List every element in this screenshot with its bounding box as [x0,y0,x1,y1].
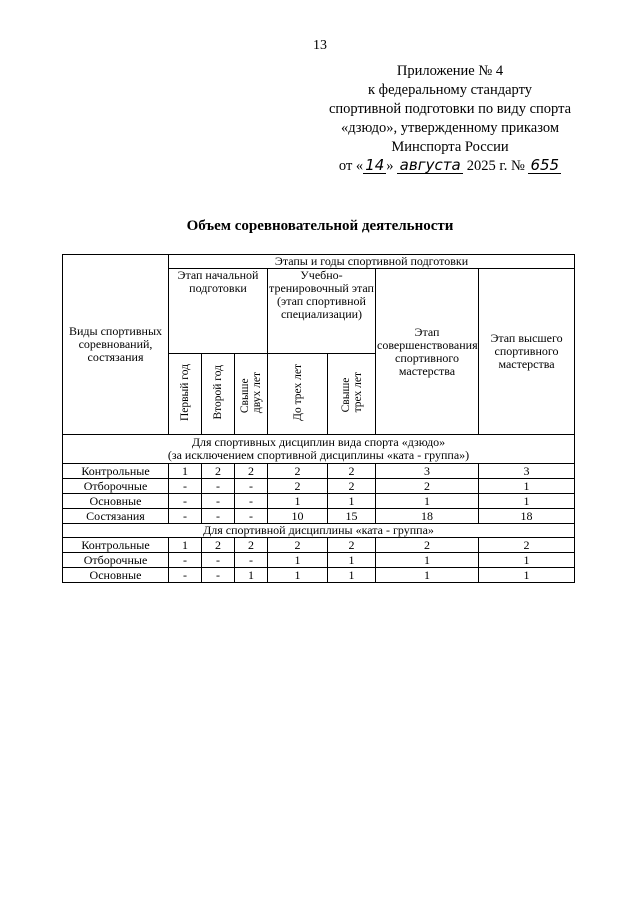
date-prefix: от « [338,158,364,174]
table-cell: 1 [479,553,575,568]
table-cell: 1 [268,568,328,583]
order-date-line [300,157,600,176]
table-cell: 1 [479,479,575,494]
table-cell: 1 [268,553,328,568]
table-cell: - [202,509,235,524]
table-row [63,509,575,524]
header-stage-training: Учебно-тренировочный этап (этап спортивной специализации) [268,269,376,354]
row-label: Состязания [63,509,169,524]
table-cell: - [169,553,202,568]
table-cell: - [235,479,268,494]
table-cell: 1 [235,568,268,583]
table-cell: - [235,494,268,509]
row-label: Контрольные [63,464,169,479]
table-cell: 1 [328,494,376,509]
subheader-over-three-years: Свыше трех лет [328,354,376,435]
page-number: 13 [313,38,327,53]
table-cell: 2 [268,538,328,553]
table-cell: 1 [169,464,202,479]
table-cell: 2 [202,464,235,479]
subheader-over-two-years: Свыше двух лет [235,354,268,435]
table-cell: 2 [235,538,268,553]
header-competition-types: Виды спортивных соревнований, состязания [63,255,169,435]
row-label: Контрольные [63,538,169,553]
table-cell: 15 [328,509,376,524]
table-cell: - [202,494,235,509]
section2-title: Для спортивной дисциплины «ката - группа» [63,524,575,538]
competition-volume-table [62,254,575,583]
table-cell: - [169,494,202,509]
table-cell: 2 [268,479,328,494]
header-stage-highest: Этап высшего спортивного мастерства [479,269,575,435]
table-cell: - [202,553,235,568]
subheader-second-year: Второй год [202,354,235,435]
header-stage-improvement: Этап совершенствования спортивного мастерства [376,269,479,435]
row-label: Отборочные [63,553,169,568]
table-cell: 2 [328,538,376,553]
table-cell: 1 [376,568,479,583]
section1-title-line: Для спортивных дисциплин вида спорта «дзюдо» [191,435,446,449]
table-cell: 2 [235,464,268,479]
table-cell: 1 [376,494,479,509]
document-title: Объем соревновательной деятельности [186,218,454,234]
date-mid: » [386,158,394,174]
section1-subtitle-line: (за исключением спортивной дисциплины «ката - группа») [167,448,470,462]
table-cell: 1 [328,568,376,583]
table-row [63,464,575,479]
table-cell: 2 [328,464,376,479]
handwritten-day: 14 [365,156,385,174]
row-label: Отборочные [63,479,169,494]
row-label: Основные [63,568,169,583]
subheader-first-year: Первый год [169,354,202,435]
table-row [63,538,575,553]
table-cell: 1 [376,553,479,568]
table-row [63,494,575,509]
subheader-up-to-three-years: До трех лет [268,354,328,435]
appendix-line-2: к федеральному стандарту [368,82,532,98]
appendix-header [300,62,600,176]
table-cell: 3 [479,464,575,479]
table-cell: 1 [479,494,575,509]
table-cell: - [169,509,202,524]
date-year: 2025 г. № [466,158,525,174]
row-label: Основные [63,494,169,509]
table-cell: 2 [268,464,328,479]
table-cell: - [235,553,268,568]
table-cell: - [202,479,235,494]
table-cell: 1 [169,538,202,553]
appendix-line-1: Приложение № 4 [396,63,504,79]
table-row [63,568,575,583]
header-stages-years: Этапы и годы спортивной подготовки [169,255,575,269]
table-cell: 2 [328,479,376,494]
table-cell: 2 [479,538,575,553]
table-cell: - [235,509,268,524]
header-stage-initial: Этап начальной подготовки [169,269,268,354]
table-cell: - [202,568,235,583]
table-cell: 2 [376,479,479,494]
table-cell: 18 [376,509,479,524]
appendix-line-5: Минспорта России [391,139,509,155]
table-row [63,479,575,494]
handwritten-month: августа [397,158,463,174]
table-cell: 18 [479,509,575,524]
table-cell: 2 [202,538,235,553]
table-cell: 1 [328,553,376,568]
appendix-line-4: «дзюдо», утвержденному приказом [341,120,559,136]
table-cell: 3 [376,464,479,479]
section1-title [63,435,575,464]
table-row [63,553,575,568]
handwritten-order-number: 655 [530,156,560,174]
table-cell: - [169,479,202,494]
table-cell: 2 [376,538,479,553]
table-cell: 1 [479,568,575,583]
table-cell: - [169,568,202,583]
table-cell: 1 [268,494,328,509]
table-cell: 10 [268,509,328,524]
appendix-line-3: спортивной подготовки по виду спорта [328,101,572,117]
